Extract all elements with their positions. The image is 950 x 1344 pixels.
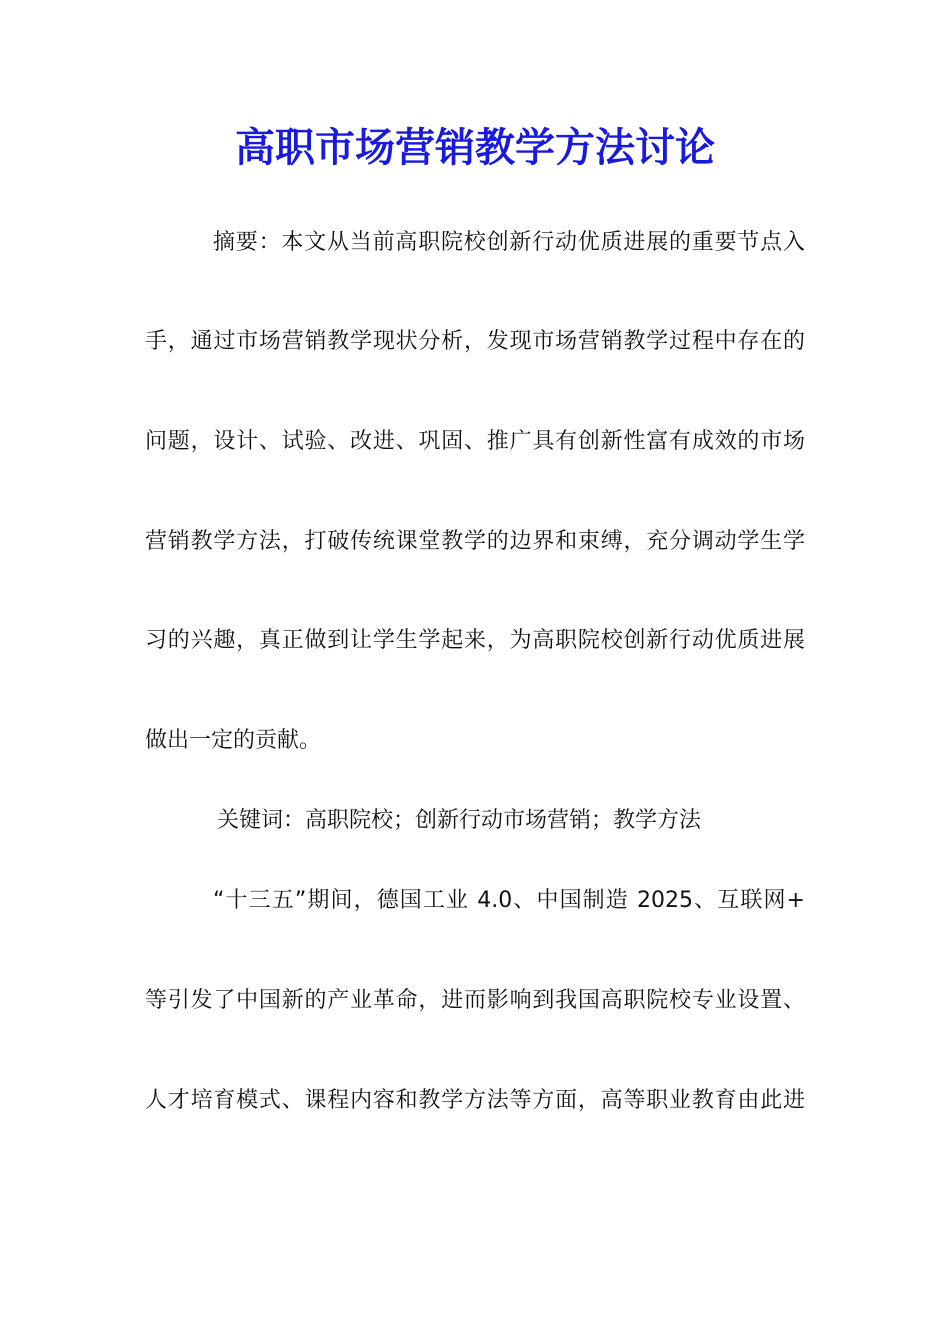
abstract-line: 手，通过市场营销教学现状分析，发现市场营销教学过程中存在的	[145, 329, 805, 354]
abstract-line: 做出一定的贡献。	[145, 728, 322, 753]
keywords-line: 关键词：高职院校；创新行动市场营销；教学方法	[217, 808, 702, 833]
abstract-line: 摘要：本文从当前高职院校创新行动优质进展的重要节点入	[213, 230, 805, 255]
abstract-line: 习的兴趣，真正做到让学生学起来，为高职院校创新行动优质进展	[145, 628, 805, 653]
body-line: “十三五”期间，德国工业 4.0、中国制造 2025、互联网+	[213, 888, 805, 913]
body-line: 等引发了中国新的产业革命，进而影响到我国高职院校专业设置、	[145, 988, 805, 1013]
abstract-line: 营销教学方法，打破传统课堂教学的边界和束缚，充分调动学生学	[145, 529, 805, 554]
body-line: 人才培育模式、课程内容和教学方法等方面，高等职业教育由此进	[145, 1088, 805, 1113]
document-title: 高职市场营销教学方法讨论	[235, 124, 715, 171]
abstract-line: 问题，设计、试验、改进、巩固、推广具有创新性富有成效的市场	[145, 429, 805, 454]
